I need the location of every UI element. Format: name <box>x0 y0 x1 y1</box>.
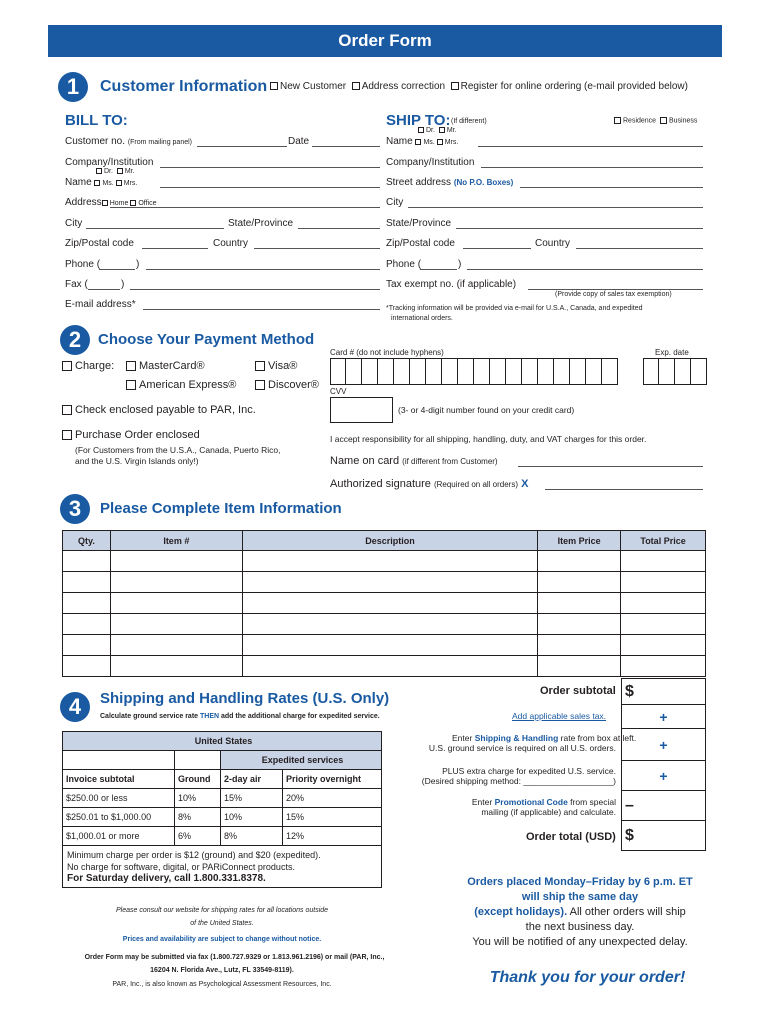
bill-email-field[interactable] <box>143 309 380 310</box>
order-total-field[interactable]: $ <box>622 821 706 851</box>
bill-state-field[interactable] <box>298 228 380 229</box>
bill-address-label: Address Home Office <box>65 197 157 208</box>
expedited-instruction-1: PLUS extra charge for expedited U.S. service. <box>442 766 616 776</box>
ship-name-field[interactable] <box>478 146 703 147</box>
cvv-box[interactable] <box>330 397 393 423</box>
new-customer-checkbox[interactable] <box>270 82 278 90</box>
ship-company-label: Company/Institution <box>386 157 475 168</box>
section-3-badge: 3 <box>60 494 90 524</box>
tracking-note-1: *Tracking information will be provided via e-mail for U.S.A., Canada, and expedited <box>386 305 643 312</box>
ship-country-field[interactable] <box>576 248 703 249</box>
customer-options <box>270 81 688 92</box>
ship-company-field[interactable] <box>481 167 703 168</box>
ship-title-row1: Dr. Mr. <box>418 127 457 134</box>
customer-no-label: Customer no. (From mailing panel) <box>65 136 192 147</box>
name-on-card-field[interactable] <box>518 466 703 467</box>
sh-field[interactable]: + <box>622 729 706 761</box>
register-online-label: Register for online ordering (e-mail provided below) <box>460 81 688 92</box>
thank-you: Thank you for your order! <box>489 969 686 986</box>
bill-title-row1: Dr. Mr. <box>96 168 135 175</box>
ship-phone-label: Phone ( <box>386 259 422 270</box>
expedited-instruction-2: (Desired shipping method: ___________________) <box>421 776 616 786</box>
table-row[interactable] <box>63 551 706 572</box>
orders-note-3: (except holidays). All other orders will ship <box>474 906 686 918</box>
customer-info-title: Customer Information <box>100 78 268 95</box>
submit-note-1: Order Form may be submitted via fax (1.800.727.9329 or 1.813.961.2196) or mail (PAR, Inc., <box>84 954 385 961</box>
bill-email-label: E-mail address* <box>65 299 136 310</box>
item-number-header: Item # <box>110 531 242 551</box>
bill-address-field[interactable] <box>110 207 380 208</box>
bill-fax-area[interactable] <box>88 289 120 290</box>
ship-tax-label: Tax exempt no. (if applicable) <box>386 279 517 290</box>
table-row[interactable] <box>63 614 706 635</box>
subtotal-field[interactable]: $ <box>622 679 706 705</box>
po-note-2: and the U.S. Virgin Islands only!) <box>75 456 199 466</box>
customer-no-field[interactable] <box>197 146 287 147</box>
shipping-title: Shipping and Handling Rates (U.S. Only) <box>100 690 390 707</box>
ship-phone-paren: ) <box>458 259 462 270</box>
address-correction-label: Address correction <box>361 81 446 92</box>
visa-option[interactable]: Visa® <box>255 360 297 372</box>
business-checkbox[interactable] <box>660 117 667 124</box>
table-row[interactable] <box>63 593 706 614</box>
cvv-note: (3- or 4-digit number found on your credit card) <box>398 405 575 415</box>
form-title: Order Form <box>48 25 722 57</box>
table-row: $250.01 to $1,000.00 8% 10% 15% <box>63 808 382 827</box>
bill-to-title: BILL TO: <box>65 112 128 129</box>
signature-field[interactable] <box>545 489 703 490</box>
aka-note: PAR, Inc., is also known as Psychological Assessment Resources, Inc. <box>112 981 332 988</box>
tracking-note-2: international orders. <box>391 315 453 322</box>
bill-phone-area[interactable] <box>99 269 135 270</box>
ship-city-field[interactable] <box>408 207 703 208</box>
bill-country-field[interactable] <box>254 248 380 249</box>
ship-phone-field[interactable] <box>467 269 703 270</box>
name-on-card-label: Name on card (if different from Customer) <box>330 455 498 467</box>
card-number-boxes[interactable] <box>330 358 618 385</box>
bill-country-label: Country <box>213 238 249 249</box>
orders-note-4: the next business day. <box>525 921 635 933</box>
ship-zip-label: Zip/Postal code <box>386 238 455 249</box>
po-option[interactable]: Purchase Order enclosed <box>62 429 200 441</box>
totals-table <box>621 678 706 851</box>
exp-date-label: Exp. date <box>655 348 689 357</box>
new-customer-label: New Customer <box>280 81 347 92</box>
ship-country-label: Country <box>535 238 571 249</box>
orders-note-2: will ship the same day <box>521 891 639 903</box>
priority-header: Priority overnight <box>283 770 382 789</box>
discover-option[interactable]: Discover® <box>255 379 319 391</box>
ship-zip-field[interactable] <box>463 248 531 249</box>
bill-company-field[interactable] <box>160 167 380 168</box>
po-note-1: (For Customers from the U.S.A., Canada, Puerto Rico, <box>75 445 281 455</box>
bill-fax-label: Fax ( <box>65 279 88 290</box>
table-row[interactable] <box>63 572 706 593</box>
date-field[interactable] <box>312 146 380 147</box>
shipping-subtitle: Calculate ground service rate THEN add the additional charge for expedited service. <box>100 713 380 720</box>
table-row: $250.00 or less 10% 15% 20% <box>63 789 382 808</box>
bill-fax-paren: ) <box>121 279 125 290</box>
ship-state-field[interactable] <box>456 228 703 229</box>
bill-city-label: City <box>65 218 83 229</box>
bill-city-field[interactable] <box>86 228 224 229</box>
consult-note-1: Please consult our website for shipping rates for all locations outside <box>115 907 329 914</box>
expedited-header: Expedited services <box>221 751 382 770</box>
bill-name-field[interactable] <box>160 187 380 188</box>
section-2-badge: 2 <box>60 325 90 355</box>
ship-to-title: SHIP TO: <box>386 112 451 129</box>
card-number-label: Card # (do not include hyphens) <box>330 348 444 357</box>
shipping-rates-table <box>62 731 382 888</box>
charge-row: Charge: <box>62 360 114 372</box>
ship-name-label: Name Ms. Mrs. <box>386 136 459 147</box>
bill-state-label: State/Province <box>228 218 294 229</box>
payment-title: Choose Your Payment Method <box>98 331 315 348</box>
promo-field[interactable]: – <box>622 791 706 821</box>
mastercard-option[interactable]: MasterCard® <box>126 360 205 372</box>
submit-note-2: 16204 N. Florida Ave., Lutz, FL 33549-8119). <box>150 967 294 974</box>
ship-tax-field[interactable] <box>528 289 703 290</box>
ship-street-label: Street address (No P.O. Boxes) <box>386 177 514 188</box>
sales-tax-field[interactable]: + <box>622 705 706 729</box>
charge-checkbox[interactable] <box>62 361 72 371</box>
section-4-badge: 4 <box>60 692 90 722</box>
description-header: Description <box>242 531 538 551</box>
promo-instruction-1: Enter Promotional Code from special <box>471 797 616 807</box>
minimum-charge-note: Minimum charge per order is $12 (ground) and $20 (expedited). No charge for software, digital, or PARiConnect products. For Saturday delivery, call 1.800.331.8378. <box>63 846 382 888</box>
orders-note-1: Orders placed Monday–Friday by 6 p.m. ET <box>467 876 693 888</box>
bill-fax-field[interactable] <box>130 289 380 290</box>
cvv-label: CVV <box>330 387 347 396</box>
consult-note-2: of the United States. <box>190 920 254 927</box>
ship-type-options: Residence Business <box>614 117 697 124</box>
ship-street-field[interactable] <box>520 187 703 188</box>
ground-header: Ground <box>175 770 221 789</box>
orders-note-5: You will be notified of any unexpected delay. <box>472 936 688 948</box>
ship-if-different: (If different) <box>451 118 487 125</box>
ship-tax-note: (Provide copy of sales tax exemption) <box>555 291 672 298</box>
accept-responsibility: I accept responsibility for all shipping, handling, duty, and VAT charges for this order. <box>330 434 647 444</box>
table-row[interactable] <box>63 656 706 677</box>
sh-instruction-1: Enter Shipping & Handling rate from box at left. <box>452 733 637 743</box>
prices-note: Prices and availability are subject to change without notice. <box>122 936 322 943</box>
date-label: Date <box>288 136 310 147</box>
items-title: Please Complete Item Information <box>100 500 342 517</box>
ship-phone-area[interactable] <box>420 269 457 270</box>
sales-tax-link[interactable]: Add applicable sales tax. <box>512 711 607 721</box>
residence-checkbox[interactable] <box>614 117 621 124</box>
sh-instruction-2: U.S. ground service is required on all U.S. orders. <box>428 743 616 753</box>
ship-city-label: City <box>386 197 404 208</box>
bill-zip-field[interactable] <box>142 248 208 249</box>
order-total-label: Order total (USD) <box>526 831 616 843</box>
invoice-subtotal-header: Invoice subtotal <box>63 770 175 789</box>
bill-zip-label: Zip/Postal code <box>65 238 134 249</box>
bill-phone-paren: ) <box>136 259 140 270</box>
items-header-row <box>63 531 706 551</box>
total-price-header: Total Price <box>621 531 706 551</box>
bill-phone-label: Phone ( <box>65 259 101 270</box>
promo-instruction-2: mailing (if applicable) and calculate. <box>481 807 616 817</box>
qty-header: Qty. <box>63 531 111 551</box>
bill-company-label: Company/Institution <box>65 157 154 168</box>
address-correction-checkbox[interactable] <box>352 82 360 90</box>
expedited-field[interactable]: + <box>622 761 706 791</box>
register-online-checkbox[interactable] <box>451 82 459 90</box>
table-row: $1,000.01 or more 6% 8% 12% <box>63 827 382 846</box>
bill-name-label: Name Ms. Mrs. <box>65 177 138 188</box>
amex-option[interactable]: American Express® <box>126 379 236 391</box>
check-option[interactable]: Check enclosed payable to PAR, Inc. <box>62 404 256 416</box>
section-1-badge: 1 <box>58 72 88 102</box>
table-row[interactable] <box>63 635 706 656</box>
bill-phone-field[interactable] <box>146 269 380 270</box>
order-subtotal-label: Order subtotal <box>540 685 616 697</box>
items-table <box>62 530 706 677</box>
signature-label: Authorized signature (Required on all orders) X <box>330 478 529 490</box>
exp-date-boxes[interactable] <box>643 358 707 385</box>
ship-state-label: State/Province <box>386 218 452 229</box>
item-price-header: Item Price <box>538 531 621 551</box>
united-states-header: United States <box>63 732 382 751</box>
two-day-header: 2-day air <box>221 770 283 789</box>
